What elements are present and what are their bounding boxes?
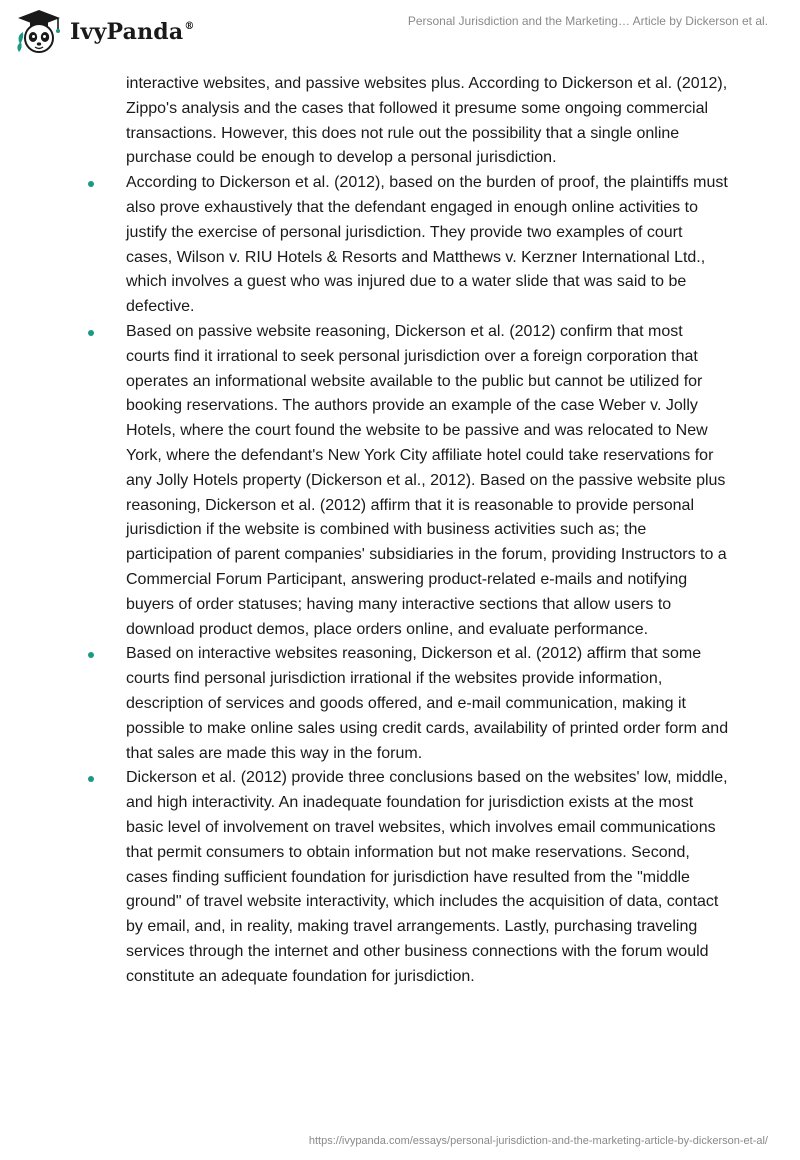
list-item: [126, 320, 730, 642]
list-item-text: Based on interactive websites reasoning, Dickerson et al. (2012) affirm that some courts find personal jurisdiction irrational if the websites provide information, description of services and goods offered, and e-mail communication, making it possible to make online sales using credit cards, availability of printed order form and that sales are made this way in the forum.: [126, 645, 729, 762]
brand-name: IvyPanda®: [70, 19, 195, 45]
panda-graduate-icon: [14, 8, 64, 56]
bullet-icon: [88, 776, 94, 782]
bullet-icon: [88, 652, 94, 658]
document-title: Personal Jurisdiction and the Marketing… Article by Dickerson et al.: [407, 14, 768, 28]
article-body: [126, 72, 730, 989]
bullet-icon: [88, 330, 94, 336]
lead-paragraph: interactive websites, and passive websites plus. According to Dickerson et al. (2012), Zippo's analysis and the cases that followed it presume some ongoing commercial transactions. However, this does not rule out the possibility that a single online purchase could be enough to develop a personal jurisdiction.: [126, 75, 728, 167]
list-item: [126, 642, 730, 766]
list-item-text: According to Dickerson et al. (2012), based on the burden of proof, the plaintiffs must also prove exhaustively that the defendant engaged in enough online activities to justify the exercise of personal jurisdiction. They provide two examples of court cases, Wilson v. RIU Hotels & Resorts and Matthews v. Kerzner International Ltd., which involves a guest who was injured due to a water slide that was said to be defective.: [126, 174, 728, 316]
list-item: [126, 171, 730, 320]
page-header: [0, 0, 800, 64]
bullet-list: [126, 171, 730, 989]
bullet-icon: [88, 181, 94, 187]
list-item: [126, 766, 730, 989]
source-url[interactable]: https://ivypanda.com/essays/personal-jurisdiction-and-the-marketing-article-by-dickerson-et-al/: [308, 1135, 768, 1147]
brand-logo[interactable]: [14, 8, 195, 56]
list-item-text: Based on passive website reasoning, Dickerson et al. (2012) confirm that most courts find it irrational to seek personal jurisdiction over a foreign corporation that operates an informational website available to the public but cannot be utilized for booking reservations. The authors provide an example of the case Weber v. Jolly Hotels, where the court found the website to be passive and was relocated to New York, where the defendant's New York City affiliate hotel could take reservations for any Jolly Hotels property (Dickerson et al., 2012). Based on the passive website plus reasoning, Dickerson et al. (2012) affirm that it is reasonable to provide personal jurisdiction if the website is combined with business activities such as; the participation of parent companies' subsidiaries in the forum, providing Instructors to a Commercial Forum Participant, answering product-related e-mails and notifying buyers of order statuses; having many interactive sections that allow users to download product demos, place orders online, and evaluate performance.: [126, 322, 727, 638]
list-item-text: Dickerson et al. (2012) provide three conclusions based on the websites' low, middle, and high interactivity. An inadequate foundation for jurisdiction exists at the most basic level of involvement on travel websites, which involves email communications that permit consumers to obtain information but not make reservations. Second, cases finding sufficient foundation for jurisdiction have resulted from the "middle ground" of travel website interactivity, which includes the acquisition of data, contact by email, and, in reality, making travel arrangements. Lastly, purchasing traveling services through the internet and other business connections with the forum would constitute an adequate foundation for jurisdiction.: [126, 769, 728, 985]
